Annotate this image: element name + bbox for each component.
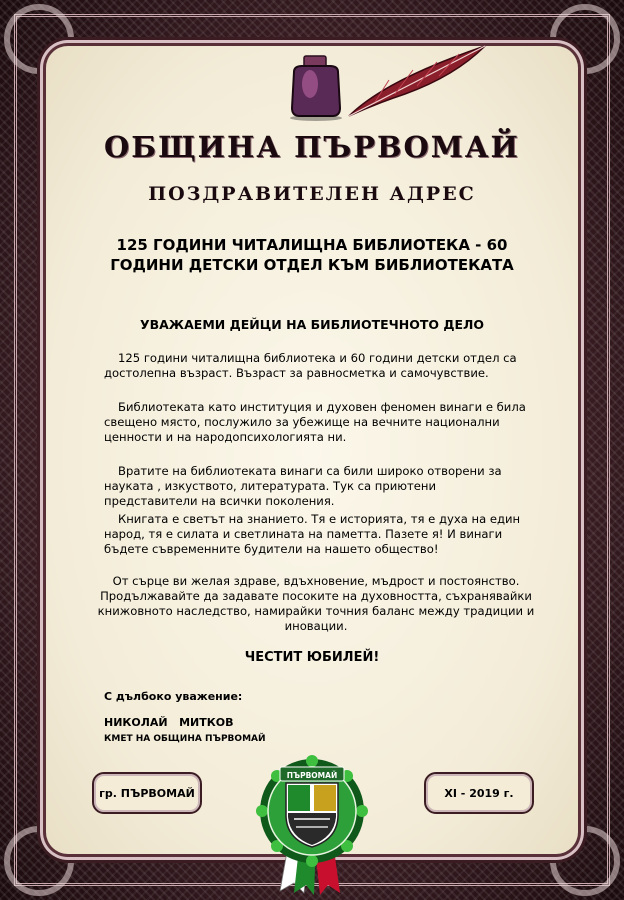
body-paragraph: От сърце ви желая здраве, вдъхновение, мъдрост и постоянство. Продължавайте да задавате посоките на духовността, съхранявайки книжовното наследство, намирайки точния баланс между традиции и иновации. xyxy=(97,574,535,633)
place-plate xyxy=(92,772,202,814)
salutation: УВАЖАЕМИ ДЕЙЦИ НА БИБЛИОТЕЧНОТО ДЕЛО xyxy=(139,317,485,332)
body-paragraph: Библиотеката като институция и духовен феномен винаги е била свещено място, послужило за убежище на вечните национални ценности и на народопсихологията ни. xyxy=(104,400,526,444)
date-label: XI - 2019 г. xyxy=(444,786,514,800)
page-title: ОБЩИНА ПЪРВОМАЙ xyxy=(104,130,520,164)
signer-title: КМЕТ НА ОБЩИНА ПЪРВОМАЙ xyxy=(104,734,266,744)
quill-feather-icon xyxy=(345,40,495,120)
inkwell-icon xyxy=(286,52,350,122)
body-paragraph: Книгата е светът на знанието. Тя е историята, тя е духа на един народ, тя е силата и светлината на паметта. Пазете я! И винаги бъдете съвременните будители на нашето общество! xyxy=(104,512,521,556)
date-plate xyxy=(424,772,534,814)
congratulation-line: ЧЕСТИТ ЮБИЛЕЙ! xyxy=(244,650,380,665)
emblem-label: ПЪРВОМАЙ xyxy=(286,771,338,780)
regards-line: С дълбоко уважение: xyxy=(104,690,243,703)
occasion-headline: 125 ГОДИНИ ЧИТАЛИЩНА БИБЛИОТЕКА - 60 ГОДИНИ ДЕТСКИ ОТДЕЛ КЪМ БИБЛИОТЕКАТА xyxy=(110,236,514,274)
body-paragraph: 125 години читалищна библиотека и 60 години детски отдел са достолепна възраст. Възраст за равносметка и самочувствие. xyxy=(104,351,517,380)
body-paragraph: Вратите на библиотеката винаги са били широко отворени за науката , изкуството, литературата. Тук са приютени представители на всички поколения. xyxy=(104,464,502,508)
document-subtitle: ПОЗДРАВИТЕЛЕН АДРЕС xyxy=(148,183,476,205)
place-label: гр. ПЪРВОМАЙ xyxy=(99,786,195,800)
signer-name: НИКОЛАЙ МИТКОВ xyxy=(104,716,234,729)
certificate-paper xyxy=(46,46,578,854)
